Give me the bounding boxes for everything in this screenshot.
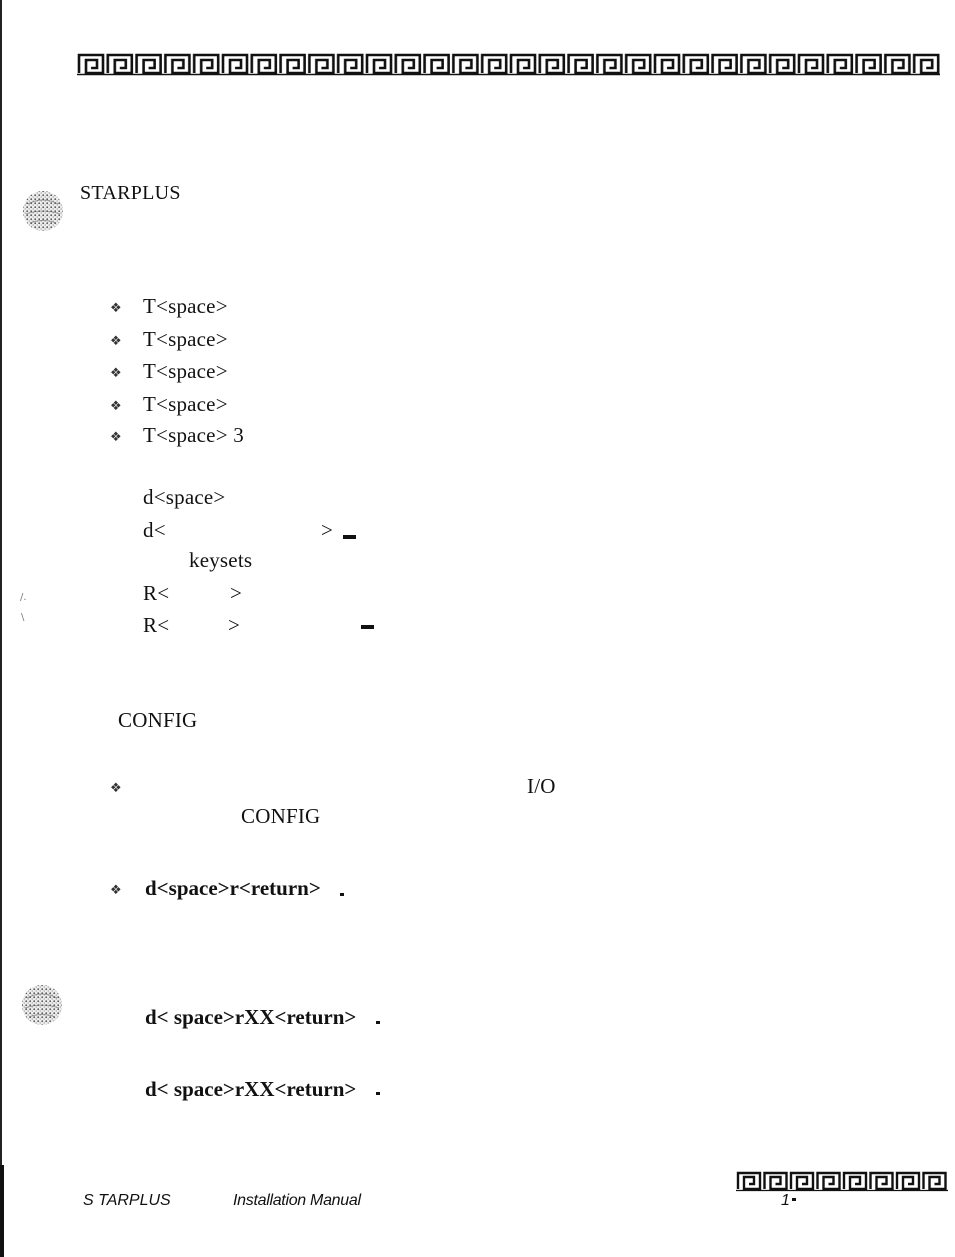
greek-key-border-bottom [736, 1170, 948, 1192]
command-r-close-2: > [228, 613, 241, 637]
command-t-space-4: T<space> [143, 392, 228, 416]
command-r-close-1: > [230, 581, 243, 605]
command-t-space-2: T<space> [143, 327, 228, 351]
command-d-rxx-return-2: d< space>rXX<return> [145, 1077, 357, 1101]
left-margin-rule-lower [0, 1165, 4, 1257]
command-r-open-1: R< [143, 581, 170, 605]
diamond-bullet-icon: ❖ [110, 366, 122, 381]
diamond-bullet-icon: ❖ [110, 399, 122, 414]
config-label: CONFIG [241, 804, 321, 828]
dash-mark [376, 1092, 380, 1095]
diamond-bullet-icon: ❖ [110, 883, 122, 898]
io-label: I/O [527, 774, 556, 798]
config-heading: CONFIG [118, 708, 198, 732]
command-t-space-3: T<space> [143, 359, 228, 383]
greek-key-border-top [77, 52, 940, 76]
diamond-bullet-icon: ❖ [110, 334, 122, 349]
command-d-rxx-return-1: d< space>rXX<return> [145, 1005, 357, 1029]
globe-icon [21, 984, 63, 1026]
diamond-bullet-icon: ❖ [110, 781, 122, 796]
margin-mark: \ [21, 612, 25, 623]
command-d-r-return: d<space>r<return> [145, 876, 321, 900]
dash-mark [792, 1198, 796, 1201]
keysets-text: keysets [189, 548, 253, 572]
diamond-bullet-icon: ❖ [110, 301, 122, 316]
dash-mark [340, 893, 344, 896]
command-d-open: d< [143, 518, 166, 542]
dash-mark [376, 1021, 380, 1024]
section-title: STARPLUS [80, 182, 181, 204]
footer-page-number: 1 [781, 1192, 790, 1209]
command-t-space-5: T<space> 3 [143, 423, 244, 447]
command-d-space: d<space> [143, 485, 226, 509]
margin-mark: /. [20, 592, 27, 603]
command-d-close: > [321, 518, 334, 542]
footer-manual-title: Installation Manual [233, 1192, 361, 1209]
dash-mark [343, 535, 356, 539]
left-margin-rule [0, 0, 2, 1257]
command-r-open-2: R< [143, 613, 170, 637]
dash-mark [361, 625, 374, 629]
diamond-bullet-icon: ❖ [110, 430, 122, 445]
footer-product: S TARPLUS [83, 1192, 171, 1209]
command-t-space-1: T<space> [143, 294, 228, 318]
globe-icon [22, 190, 64, 232]
